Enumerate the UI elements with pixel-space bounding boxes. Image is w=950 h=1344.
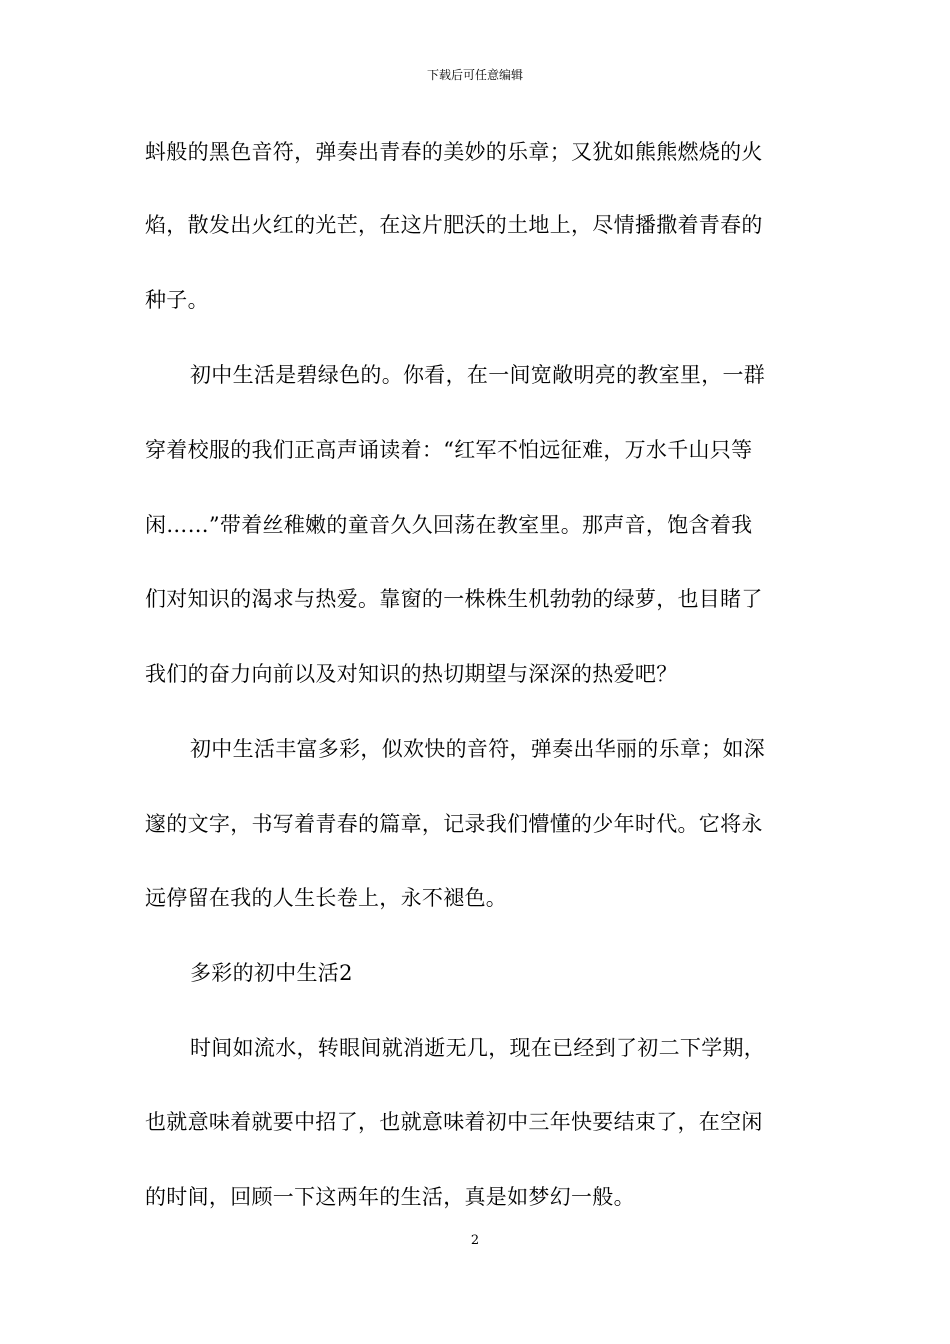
paragraph-first-line: 初中生活丰富多彩，似欢快的音符，弹奏出华丽的乐章；如深 [190, 737, 766, 761]
text-line: 穿着校服的我们正高声诵读着：“红军不怕远征难，万水千山只等 [145, 438, 753, 462]
text-line: 也就意味着就要中招了，也就意味着初中三年快要结束了，在空闲 [145, 1110, 763, 1134]
page-header: 下载后可任意编辑 [426, 68, 523, 82]
text-line: 焰，散发出火红的光芒，在这片肥沃的土地上，尽情播撒着青春的 [145, 213, 763, 237]
text-line: 我们的奋力向前以及对知识的热切期望与深深的热爱吧？ [145, 662, 678, 686]
text-line: 邃的文字，书写着青春的篇章，记录我们懵懂的少年时代。它将永 [145, 812, 763, 836]
text-line: 闲……”带着丝稚嫩的童音久久回荡在教室里。那声音，饱含着我 [145, 513, 753, 537]
text-line: 种子。 [145, 288, 209, 312]
section-title: 多彩的初中生活2 [190, 961, 353, 985]
text-line: 远停留在我的人生长卷上，永不褪色。 [145, 886, 508, 910]
page-number: 2 [470, 1233, 480, 1248]
paragraph-first-line: 初中生活是碧绿色的。你看，在一间宽敞明亮的教室里，一群 [190, 363, 766, 387]
text-line: 们对知识的渴求与热爱。靠窗的一株株生机勃勃的绿萝，也目睹了 [145, 587, 763, 611]
text-line: 的时间，回顾一下这两年的生活，真是如梦幻一般。 [145, 1185, 635, 1209]
paragraph-first-line: 时间如流水，转眼间就消逝无几，现在已经到了初二下学期， [190, 1036, 766, 1060]
text-line: 蚪般的黑色音符，弹奏出青春的美妙的乐章；又犹如熊熊燃烧的火 [145, 140, 763, 164]
